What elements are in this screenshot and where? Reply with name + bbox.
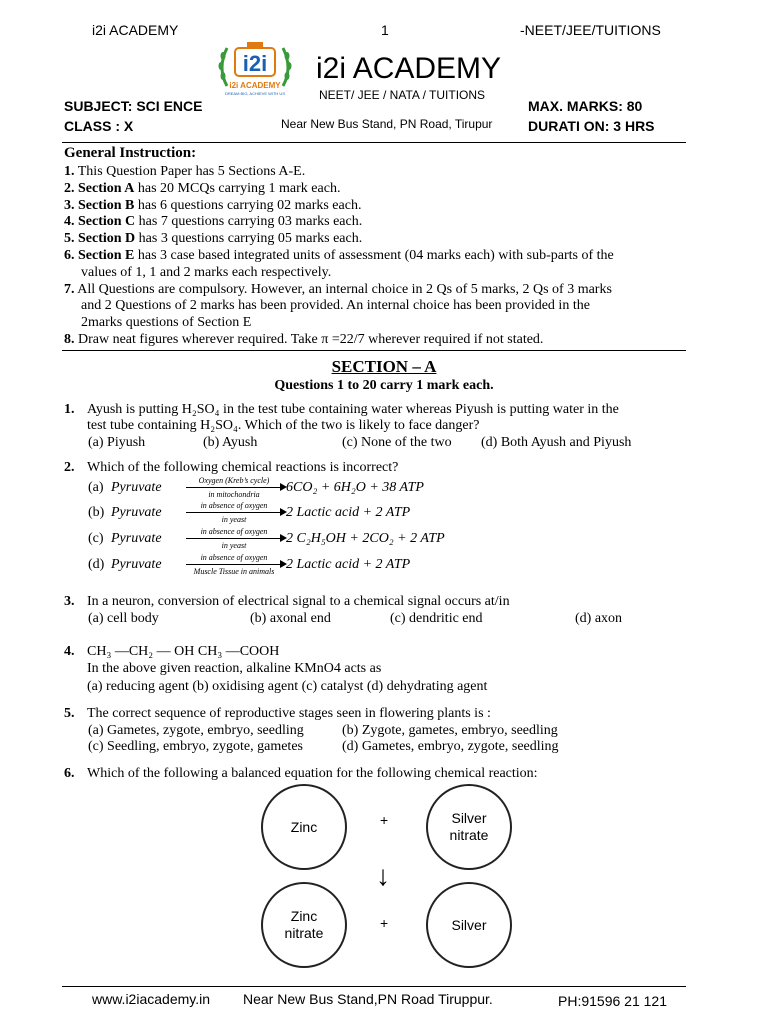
q2-option-a-arrow: Oxygen (Kreb’s cycle) in mitochondria — [186, 478, 286, 500]
q6-number: 6. — [64, 766, 75, 781]
section-a-subtitle: Questions 1 to 20 carry 1 mark each. — [274, 378, 494, 393]
q3-option-d: (d) axon — [575, 611, 623, 626]
q3-option-b: (b) axonal end — [250, 611, 331, 626]
silver-circle: Silver — [426, 882, 512, 968]
running-header-left: i2i ACADEMY — [92, 22, 179, 38]
academy-logo — [213, 38, 297, 98]
instructions-list — [64, 164, 614, 349]
q5-text: The correct sequence of reproductive stages seen in flowering plants is : — [87, 706, 491, 721]
q5-option-b: (b) Zygote, gametes, embryo, seedling — [342, 723, 558, 738]
q2-option-b-product: 2 Lactic acid + 2 ATP — [286, 505, 411, 520]
q4-number: 4. — [64, 644, 75, 659]
academy-title: i2i ACADEMY — [316, 52, 502, 85]
q1-option-d: (d) Both Ayush and Piyush — [481, 435, 632, 450]
instruction-7-cont-2: 2marks questions of Section E — [81, 315, 252, 331]
q5-number: 5. — [64, 706, 75, 721]
q2-option-d-arrow: in absence of oxygen Muscle Tissue in animals — [186, 555, 286, 577]
instructions-heading: General Instruction: — [64, 145, 197, 161]
instruction-8: 8. Draw neat figures wherever required. Take π =22/7 wherever required if not stated. — [64, 331, 544, 347]
instruction-6: 6. Section E has 3 case based integrated units of assessment (04 marks each) with sub-parts of the — [64, 247, 614, 263]
instruction-7: 7. All Questions are compulsory. However, an internal choice in 2 Qs of 5 marks, 2 Qs of 3 marks — [64, 281, 612, 297]
instruction-1: 1. This Question Paper has 5 Sections A-E. — [64, 164, 306, 179]
q5-option-d: (d) Gametes, embryo, zygote, seedling — [342, 739, 559, 754]
duration: DURATI ON: 3 HRS — [528, 118, 655, 134]
q1-number: 1. — [64, 402, 75, 417]
plus-sign-top: + — [380, 812, 389, 828]
instruction-4: 4. Section C has 7 questions carrying 03 marks each. — [64, 214, 363, 230]
q6-text: Which of the following a balanced equation for the following chemical reaction: — [87, 766, 538, 781]
q3-option-a: (a) cell body — [88, 611, 159, 626]
footer-website[interactable]: www.i2iacademy.in — [92, 991, 211, 1007]
q2-option-d-label: (d) — [88, 557, 105, 572]
q2-option-b-reactant: Pyruvate — [111, 505, 162, 520]
q2-option-c-product: 2 C₂H₅OH + 2CO₂ + 2 ATP — [286, 531, 445, 546]
q3-option-c: (c) dendritic end — [390, 611, 483, 626]
q5-option-c: (c) Seedling, embryo, zygote, gametes — [88, 739, 303, 754]
svg-text:i2i: i2i — [242, 51, 268, 76]
q2-number: 2. — [64, 460, 75, 475]
zinc-nitrate-circle: Zinc nitrate — [261, 882, 347, 968]
q1-option-a: (a) Piyush — [88, 435, 146, 450]
footer-phone: PH:91596 21 121 — [558, 993, 667, 1009]
q2-option-d-reactant: Pyruvate — [111, 557, 162, 572]
footer-divider — [62, 986, 686, 987]
q4-text: In the above given reaction, alkaline KMnO4 acts as — [87, 661, 382, 676]
q5-option-a: (a) Gametes, zygote, embryo, seedling — [88, 723, 304, 738]
academy-address: Near New Bus Stand, PN Road, Tirupur — [281, 117, 493, 131]
q2-option-b-label: (b) — [88, 505, 105, 520]
instruction-6-cont: values of 1, 1 and 2 marks each respectively. — [81, 264, 332, 280]
instruction-7-cont-1: and 2 Questions of 2 marks has been provided. An internal choice has been provided in the — [81, 298, 590, 314]
q3-number: 3. — [64, 594, 75, 609]
q4-reaction: CH₃ —CH₂ — OH CH₃ —COOH — [87, 644, 280, 659]
logo-tagline: DREAM BIG, ACHIEVE WITH US — [224, 91, 286, 96]
q2-option-a-reactant: Pyruvate — [111, 480, 162, 495]
header-divider — [62, 142, 686, 143]
max-marks: MAX. MARKS: 80 — [528, 98, 643, 114]
q2-option-a-product: 6CO₂ + 6H₂O + 38 ATP — [286, 480, 424, 495]
q1-option-b: (b) Ayush — [203, 435, 258, 450]
subject-label: SUBJECT: SCI ENCE — [64, 98, 203, 114]
q1-text-line2: test tube containing H₂SO₄. Which of the two is likely to face danger? — [87, 418, 480, 433]
reaction-arrow-icon: ↓ — [376, 860, 390, 891]
q1-text-line1: Ayush is putting H₂SO₄ in the test tube containing water whereas Piyush is putting water in the — [87, 402, 619, 417]
section-a-title: SECTION – A — [331, 357, 437, 376]
academy-subtitle: NEET/ JEE / NATA / TUITIONS — [319, 88, 486, 102]
zinc-circle: Zinc — [261, 784, 347, 870]
instruction-3: 3. Section B has 6 questions carrying 02 marks each. — [64, 197, 362, 213]
silver-nitrate-circle: Silver nitrate — [426, 784, 512, 870]
q3-text: In a neuron, conversion of electrical signal to a chemical signal occurs at/in — [87, 594, 510, 609]
q2-option-c-label: (c) — [88, 531, 104, 546]
q2-option-b-arrow: in absence of oxygen in yeast — [186, 503, 286, 525]
q2-option-c-reactant: Pyruvate — [111, 531, 162, 546]
logo-text: i2i ACADEMY — [229, 81, 281, 90]
running-header-right: -NEET/JEE/TUITIONS — [520, 22, 661, 38]
q2-option-d-product: 2 Lactic acid + 2 ATP — [286, 557, 411, 572]
instruction-2: 2. Section A has 20 MCQs carrying 1 mark each. — [64, 180, 341, 196]
footer-address: Near New Bus Stand,PN Road Tiruppur. — [243, 991, 493, 1007]
instruction-5: 5. Section D has 3 questions carrying 05 marks each. — [64, 231, 363, 247]
q2-text: Which of the following chemical reactions is incorrect? — [87, 460, 399, 475]
q2-option-c-arrow: in absence of oxygen in yeast — [186, 529, 286, 551]
plus-sign-bottom: + — [380, 915, 389, 931]
q2-option-a-label: (a) — [88, 480, 104, 495]
instructions-divider — [62, 350, 686, 351]
class-label: CLASS : X — [64, 118, 134, 134]
q1-option-c: (c) None of the two — [342, 435, 452, 450]
q4-options: (a) reducing agent (b) oxidising agent (c) catalyst (d) dehydrating agent — [87, 679, 488, 694]
page-number: 1 — [381, 22, 389, 38]
